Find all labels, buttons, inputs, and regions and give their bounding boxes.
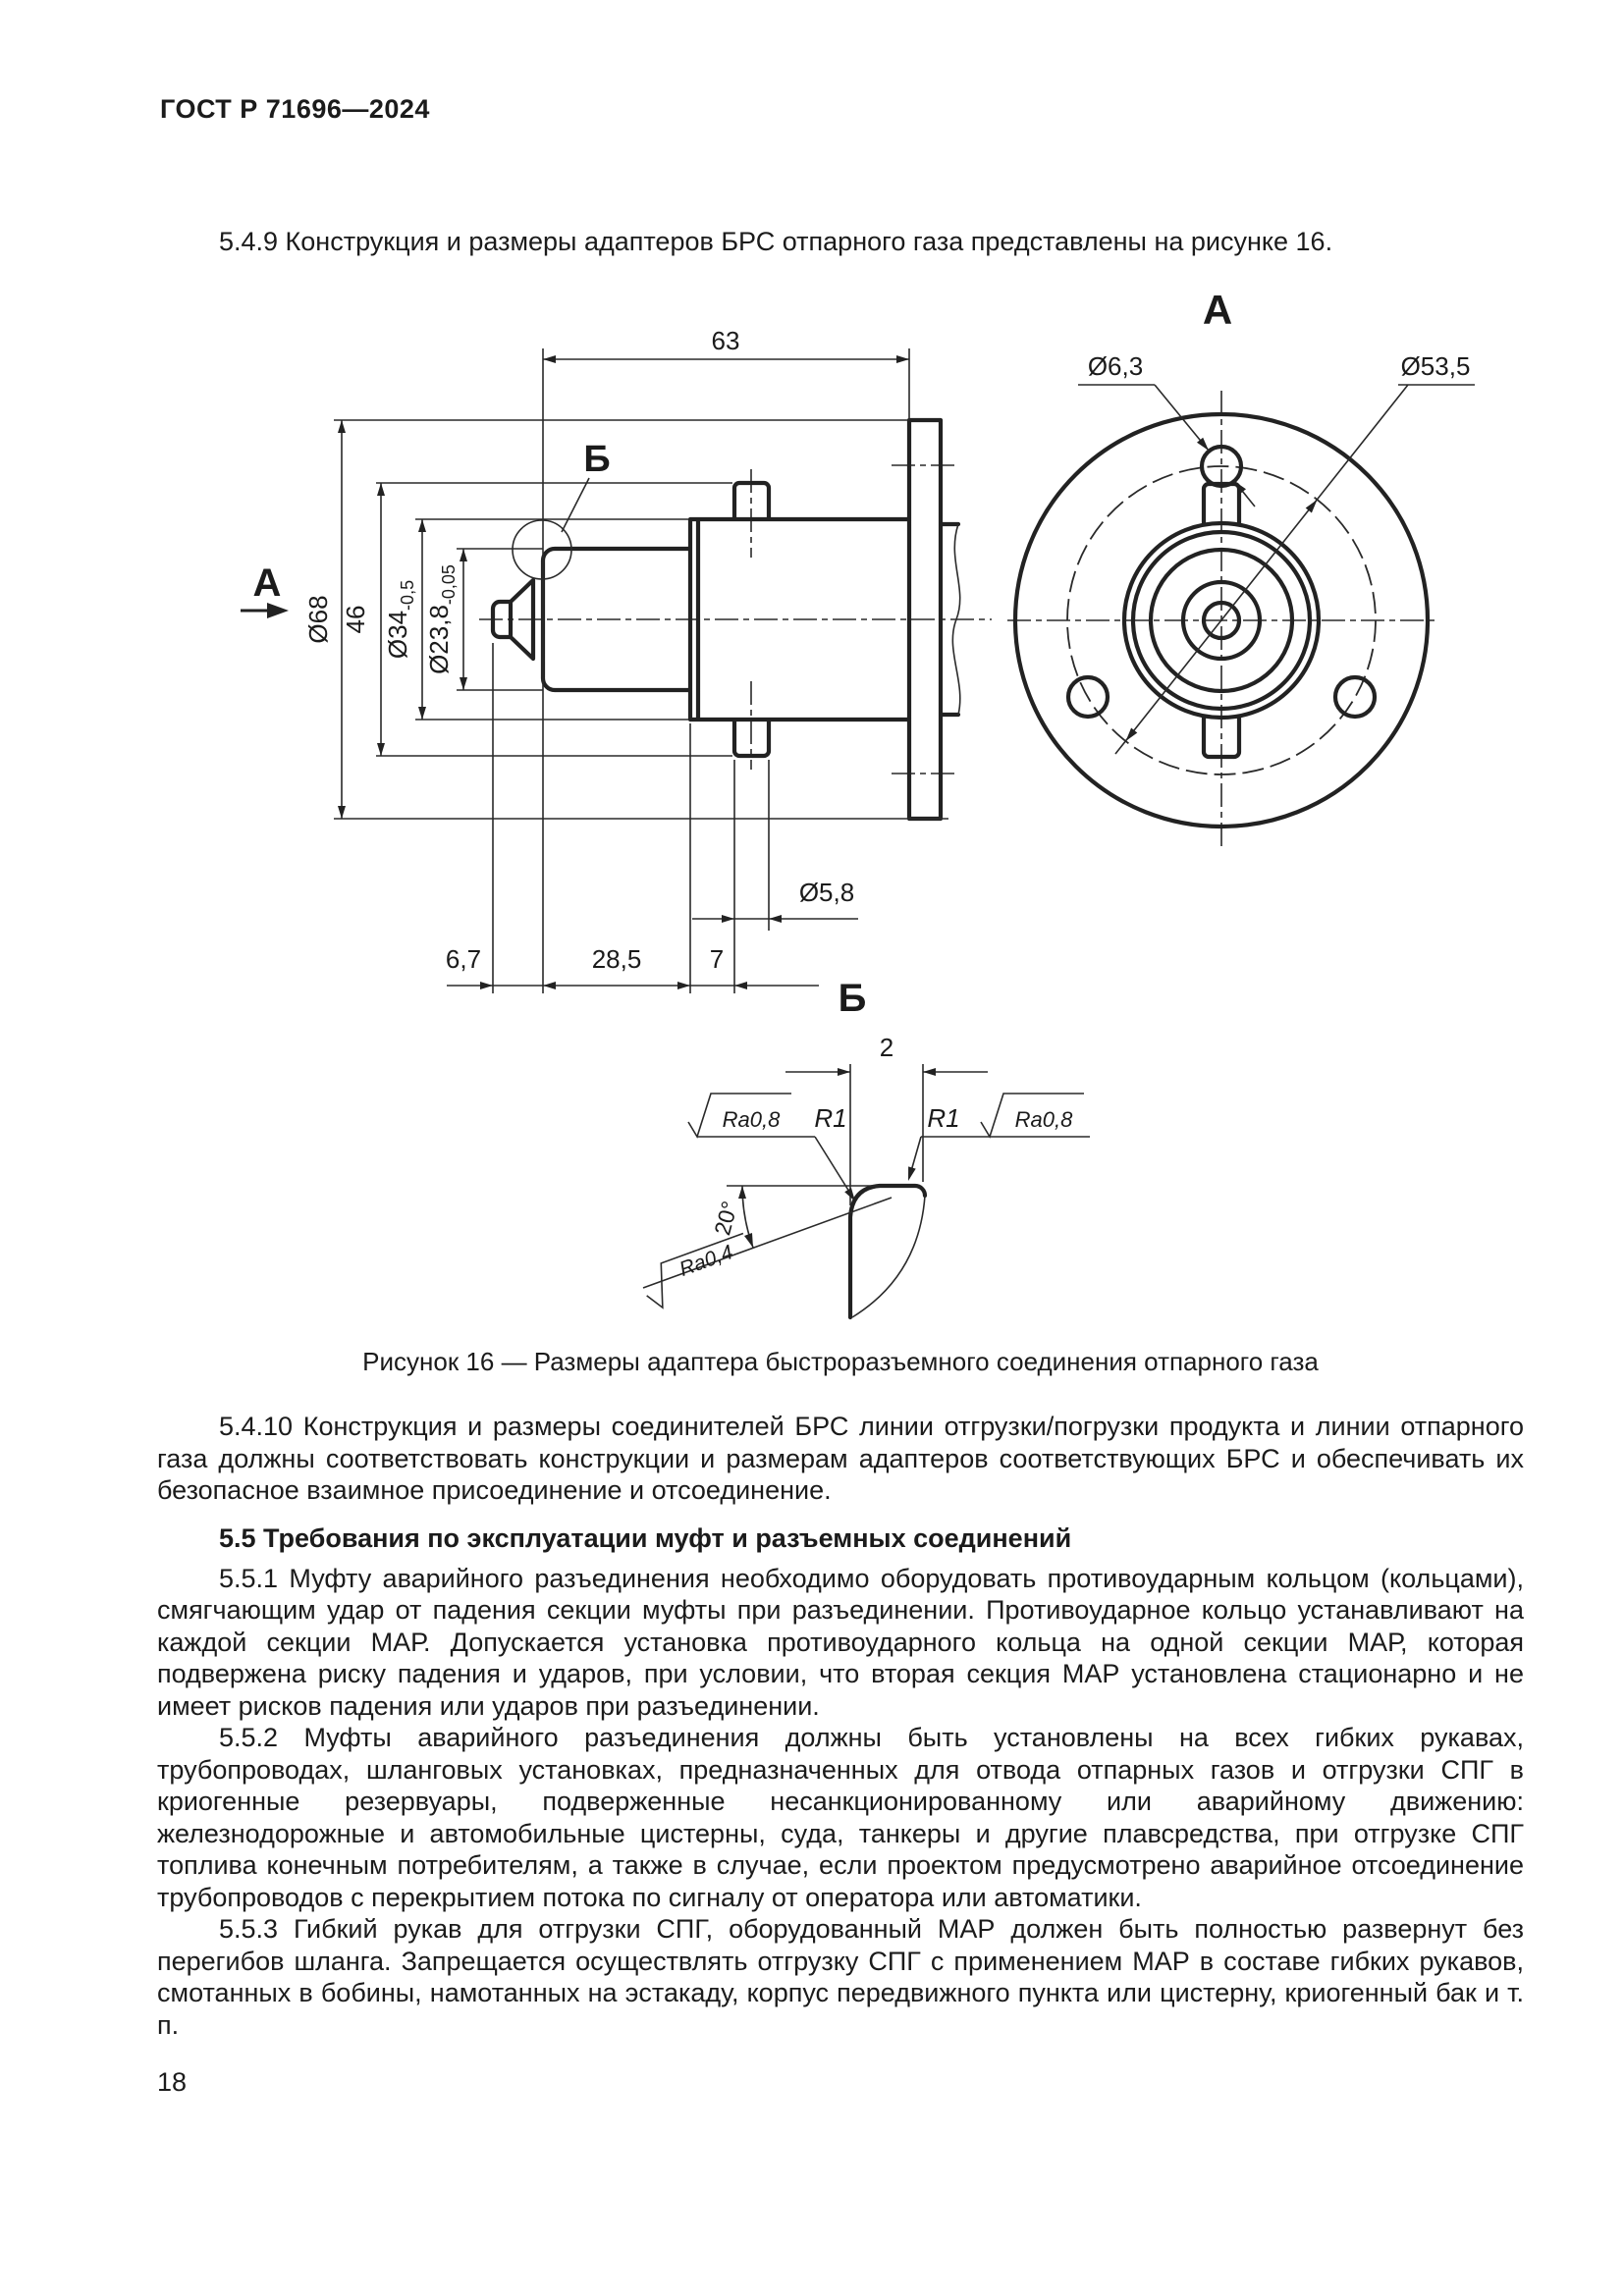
paragraph-5-5-1: 5.5.1 Муфту аварийного разъединения необходимо оборудовать противоударным кольцом (кольцами), смягчающим удар от падения секции муфты при разъединении. Противоударное кольцо устанавливают на каждой секции МАР. Допускается установка противоударного кольца на одной секции МАР, которая подвержена риску падения и ударов, при условии, что вторая секция МАР установлена стационарно и не имеет рисков падения или ударов при разъединении. (157, 1563, 1524, 1721)
detail-b-arrows (738, 1068, 936, 1248)
dim-dia-68: Ø68 (303, 595, 333, 644)
heading-5-5: 5.5 Требования по эксплуатации муфт и разъемных соединений (219, 1522, 1072, 1553)
dim-dia-23-8-tolerance: -0,05 (439, 564, 459, 606)
dim-width-2: 2 (879, 1033, 894, 1062)
detail-b-callout-label: Б (583, 439, 611, 480)
dim-dia-34 (383, 580, 417, 659)
figure-16-caption: Рисунок 16 — Размеры адаптера быстроразъемного соединения отпарного газа (362, 1347, 1319, 1376)
page-number: 18 (157, 2067, 188, 2097)
dim-dia-23-8 (424, 564, 459, 674)
detail-b-profile (850, 1186, 925, 1317)
figure-16-detail-b (589, 982, 1139, 1347)
paragraph-5-4-10: 5.4.10 Конструкция и размеры соединителей БРС линии отгрузки/погрузки продукта и линии отпарного газа должны соответствовать конструкции и размерам адаптеров соответствующих БРС и обеспечивать их безопасное взаимное присоединение и отсоединение. (157, 1412, 1524, 1505)
angle-20-label: 20° (709, 1198, 743, 1239)
standard-number-header: ГОСТ Р 71696—2024 (160, 94, 430, 124)
roughness-ra08-right: Ra0,8 (1014, 1107, 1073, 1132)
detail-b-title: Б (838, 982, 867, 1020)
bolt-hole-right (1335, 677, 1375, 717)
roughness-ra04-label: Ra0,4 (676, 1241, 736, 1281)
dim-length-63: 63 (711, 326, 740, 355)
paragraph-5-4-9: 5.4.9 Конструкция и размеры адаптеров БРС отпарного газа представлены на рисунке 16. (219, 227, 1333, 256)
dim-length-28-5: 28,5 (591, 944, 642, 974)
roughness-ra08-left: Ra0,8 (722, 1107, 781, 1132)
radius-r1-right: R1 (927, 1103, 960, 1133)
dim-dia-23-8-value: Ø23,8 (424, 605, 454, 674)
dim-dia-34-tolerance: -0,5 (398, 579, 417, 611)
dim-dia-34-value: Ø34 (383, 610, 412, 660)
dim-dia-5-8: Ø5,8 (798, 878, 855, 907)
dim-length-6-7: 6,7 (445, 944, 482, 974)
figure-16-main-drawing (118, 291, 1512, 1021)
view-a-arrow-label: А (252, 561, 282, 605)
dim-length-7: 7 (709, 944, 725, 974)
roughness-ra04-symbol (638, 1233, 758, 1310)
view-a-title: А (1202, 291, 1233, 333)
dim-dia-53-5: Ø53,5 (1400, 351, 1471, 381)
paragraph-5-5-3: 5.5.3 Гибкий рукав для отгрузки СПГ, оборудованный МАР должен быть полностью развернут без перегибов шланга. Запрещается осуществлять отгрузку СПГ с применением МАР в составе гибких рукавов, смотанных в бобины, намотанных на эстакаду, корпус передвижного пункта или цистерну, криогенный бак и т. п. (157, 1914, 1524, 2040)
radius-r1-left: R1 (814, 1103, 847, 1133)
front-view-a (1007, 291, 1475, 850)
dim-height-46: 46 (341, 605, 370, 634)
paragraph-5-5-2: 5.5.2 Муфты аварийного разъединения должны быть установлены на всех гибких рукавах, трубопроводах, шланговых установках, предназначенных для отвода отпарных газов и отгрузки СПГ в криогенные резервуары, подверженные несанкционированному или аварийному движению: железнодорожные и автомобильные цистерны, суда, танкеры и другие плавсредства, при отгрузке СПГ топлива конечным потребителям, а также в случае, если проектом предусмотрено аварийное отсоединение трубопроводов с перекрытием потока по сигналу от оператора или автоматики. (157, 1723, 1524, 1912)
dim-dia-6-3: Ø6,3 (1087, 351, 1144, 381)
body-text-column (157, 1411, 1524, 2041)
side-view (241, 326, 992, 993)
